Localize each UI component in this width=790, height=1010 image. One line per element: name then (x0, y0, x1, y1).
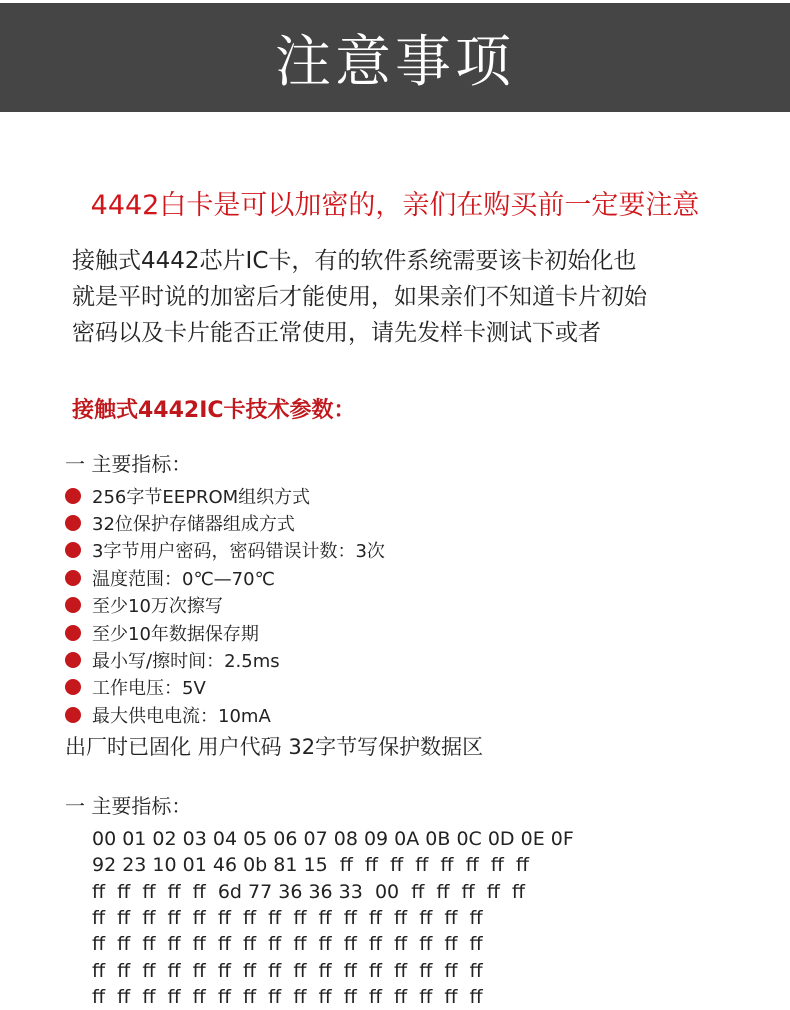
bullet-dot-icon (65, 488, 81, 504)
spec-text: 最大供电电流：10mA (92, 705, 271, 727)
page-title: 注意事项 (275, 29, 515, 95)
list-item (65, 509, 385, 536)
hex-row: ff ff ff ff ff ff ff ff ff ff ff ff ff ff ff ff (92, 959, 483, 982)
intro-line: 接触式4442芯片IC卡，有的软件系统需要该卡初始化也 (72, 248, 637, 274)
list-item (65, 482, 385, 509)
spec-text: 最小写/擦时间：2.5ms (92, 651, 280, 673)
list-item (65, 537, 385, 564)
spec-text: 3字节用户密码，密码错误计数：3次 (92, 541, 385, 563)
intro-line: 密码以及卡片能否正常使用，请先发样卡测试下或者 (72, 320, 601, 346)
list-item (65, 646, 385, 673)
list-item (65, 619, 385, 646)
spec-text: 温度范围：0℃—70℃ (92, 568, 275, 590)
intro-line: 就是平时说的加密后才能使用，如果亲们不知道卡片初始 (72, 284, 647, 310)
params-title: 接触式4442IC卡技术参数： (72, 398, 356, 423)
list-item (65, 564, 385, 591)
bullet-dot-icon (65, 679, 81, 695)
spec-text: 工作电压：5V (92, 678, 206, 700)
hex-row: ff ff ff ff ff ff ff ff ff ff ff ff ff ff ff ff (92, 985, 483, 1008)
bullet-dot-icon (65, 570, 81, 586)
spec-list (65, 482, 385, 729)
hex-row: 00 01 02 03 04 05 06 07 08 09 0A 0B 0C 0D 0E 0F (92, 828, 574, 851)
list-item (65, 701, 385, 728)
hex-row: ff ff ff ff ff 6d 77 36 36 33 00 ff ff ff ff ff (92, 880, 525, 903)
spec-text: 至少10年数据保存期 (92, 623, 259, 645)
bullet-dot-icon (65, 515, 81, 531)
bullet-dot-icon (65, 652, 81, 668)
bullet-dot-icon (65, 542, 81, 558)
intro-paragraph (72, 243, 732, 351)
hex-row: 92 23 10 01 46 0b 81 15 ff ff ff ff ff ff ff ff (92, 854, 530, 877)
list-item (65, 674, 385, 701)
hex-row: ff ff ff ff ff ff ff ff ff ff ff ff ff ff ff ff (92, 907, 483, 930)
spec-text: 至少10万次擦写 (92, 596, 223, 618)
bullet-dot-icon (65, 625, 81, 641)
header-banner (0, 3, 790, 112)
hex-data-table (92, 826, 574, 1010)
spec-text: 32位保护存储器组成方式 (92, 514, 295, 536)
spec-text: 256字节EEPROM组织方式 (92, 486, 311, 508)
hex-row: ff ff ff ff ff ff ff ff ff ff ff ff ff ff ff ff (92, 933, 483, 956)
bullet-dot-icon (65, 597, 81, 613)
section-heading-memory-map: 一 主要指标： (65, 794, 192, 818)
section-heading-main-specs: 一 主要指标： (65, 452, 192, 476)
factory-note: 出厂时已固化 用户代码 32字节写保护数据区 (65, 735, 484, 759)
list-item (65, 592, 385, 619)
encryption-notice: 4442白卡是可以加密的，亲们在购买前一定要注意 (90, 190, 700, 221)
bullet-dot-icon (65, 707, 81, 723)
